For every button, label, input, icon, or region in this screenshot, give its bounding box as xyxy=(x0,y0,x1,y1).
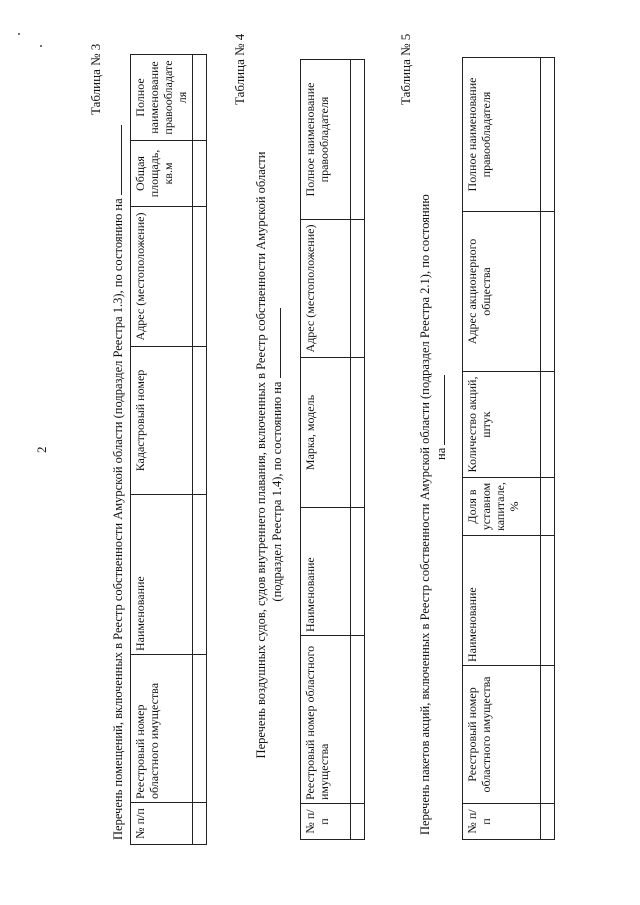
scan-speck xyxy=(40,45,42,47)
table5-header-row xyxy=(463,58,541,840)
header-cell: № п/п xyxy=(463,804,541,840)
table4 xyxy=(300,59,365,840)
table-row xyxy=(541,58,555,840)
header-cell: Общая площадь, кв.м xyxy=(131,141,193,207)
date-blank xyxy=(433,375,445,445)
table-row xyxy=(193,55,207,845)
scan-speck xyxy=(18,33,20,35)
date-blank xyxy=(269,308,281,378)
table4-header-row xyxy=(301,60,351,840)
header-cell: Кадастровый номер xyxy=(131,347,193,495)
header-cell: Полное наименование правообладателя xyxy=(301,60,351,220)
table3 xyxy=(130,54,207,845)
header-cell: Полное наименование правообладателя xyxy=(463,58,541,212)
header-cell: Количество акций, штук xyxy=(463,372,541,478)
header-cell: Полное наименование правообладателя xyxy=(131,55,193,141)
header-cell: Марка, модель xyxy=(301,358,351,508)
table5-caption: Перечень пакетов акций, включенных в Реестр собственности Амурской области (подраздел Реестра 2.1), по состоянию на xyxy=(418,194,448,835)
header-cell: Реестровый номер областного имущества xyxy=(301,636,351,804)
table-row xyxy=(351,60,365,840)
page-number: 2 xyxy=(34,446,49,453)
header-cell: Адрес акционерного общества xyxy=(463,212,541,372)
table5 xyxy=(462,57,555,840)
table5-label: Таблица № 5 xyxy=(398,33,413,105)
table4-caption: Перечень воздушных судов, судов внутреннего плавания, включенных в Реестр собственности Амурской области (подраздел Реестра 1.4), по состоянию на xyxy=(254,151,284,759)
table3-header-row xyxy=(131,55,193,845)
header-cell: № п/п xyxy=(131,803,193,845)
header-cell: Адрес (местоположение) xyxy=(301,220,351,358)
header-cell: Доля в уставном капитале, % xyxy=(463,478,541,536)
date-blank xyxy=(110,125,122,195)
header-cell: Наименование xyxy=(301,508,351,636)
header-cell: Адрес (местоположение) xyxy=(131,207,193,347)
table4-label: Таблица № 4 xyxy=(232,33,247,105)
header-cell: Наименование xyxy=(131,495,193,655)
header-cell: Реестровый номер областного имущества xyxy=(463,666,541,804)
table3-label: Таблица № 3 xyxy=(88,43,103,115)
table3-caption: Перечень помещений, включенных в Реестр собственности Амурской области (подраздел Реестра 1.3), по состоянию на xyxy=(110,30,126,840)
header-cell: № п/п xyxy=(301,804,351,840)
header-cell: Наименование xyxy=(463,536,541,666)
header-cell: Реестровый номер областного имущества xyxy=(131,655,193,803)
